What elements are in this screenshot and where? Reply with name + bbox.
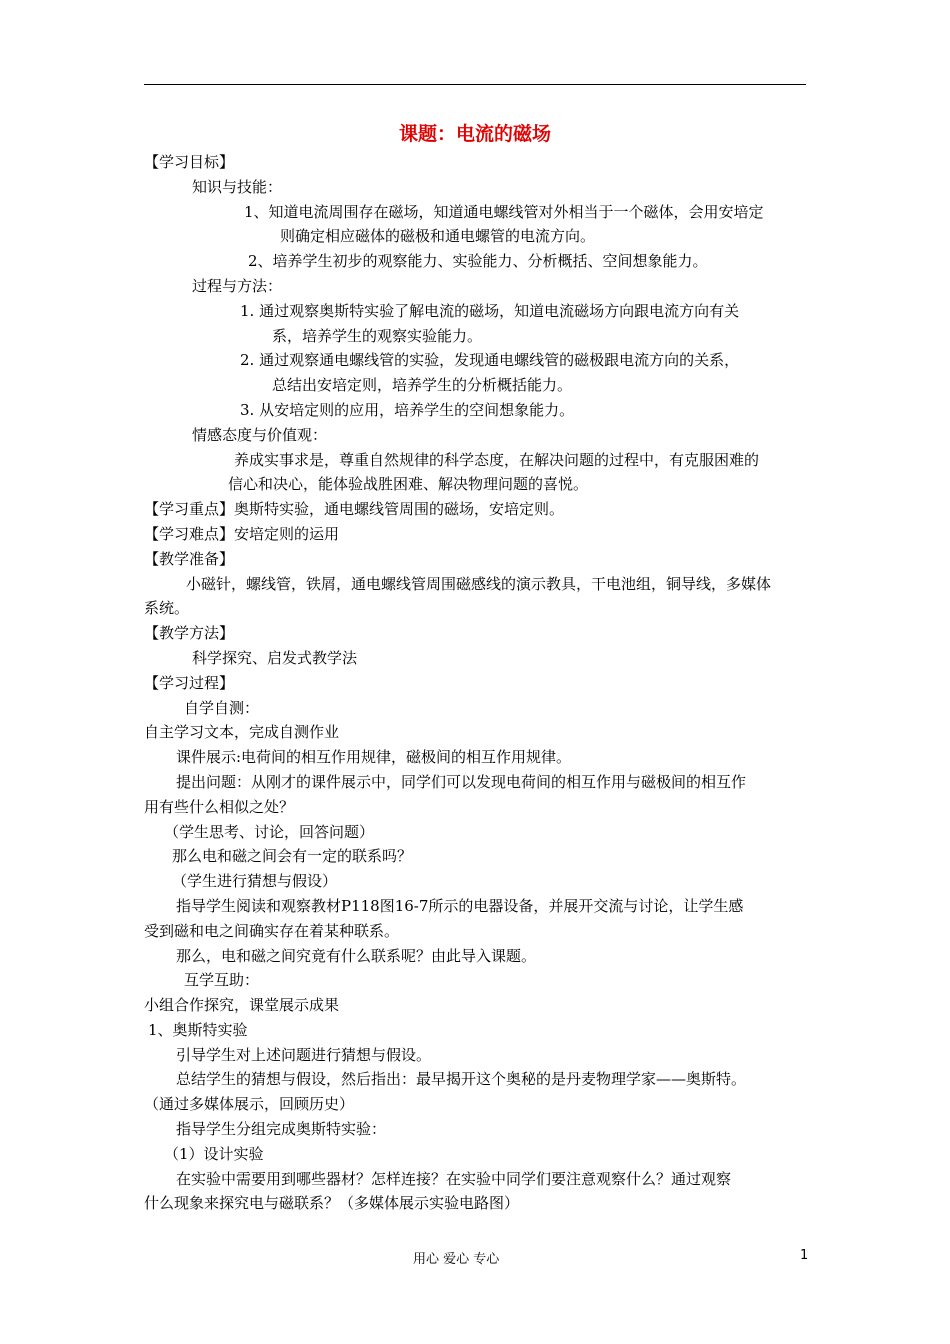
self-study-text: 自主学习文本，完成自测作业 [144, 723, 340, 742]
design-text-b: 什么现象来探究电与磁联系？（多媒体展示实验电路图） [144, 1194, 520, 1213]
group-text: 小组合作探究，课堂展示成果 [144, 996, 340, 1015]
question-text-a: 提出问题：从刚才的课件展示中，同学们可以发现电荷间的相互作用与磁极间的相互作 [176, 772, 747, 791]
knowledge-item-1b: 则确定相应磁体的磁极和通电螺管的电流方向。 [280, 227, 596, 246]
difficulty: 【学习难点】安培定则的运用 [144, 524, 340, 543]
self-test-heading: 自学自测： [184, 698, 260, 717]
design-text-a: 在实验中需要用到哪些器材？怎样连接？在实验中同学们要注意观察什么？通过观察 [176, 1169, 732, 1188]
guess-text: （学生进行猜想与假设） [172, 872, 338, 891]
process-item-1a: 1. 通过观察奥斯特实验了解电流的磁场，知道电流磁场方向跟电流方向有关 [240, 301, 740, 320]
relation-question: 那么电和磁之间会有一定的联系吗？ [172, 847, 413, 866]
guide-text-b: 受到磁和电之间确实存在着某种联系。 [144, 921, 400, 940]
oersted-heading: 1、奥斯特实验 [148, 1020, 248, 1039]
oersted-text-2b: （通过多媒体展示，回顾历史） [144, 1095, 355, 1114]
oersted-text-3: 指导学生分组完成奥斯特实验： [176, 1120, 387, 1139]
document-title: 课题：电流的磁场 [398, 123, 551, 145]
prep-text-a: 小磁针，螺线管，铁屑，通电螺线管周围磁感线的演示教具，干电池组，铜导线，多媒体 [186, 574, 772, 593]
prep-heading: 【教学准备】 [144, 549, 235, 568]
think-text: （学生思考、讨论，回答问题） [164, 822, 375, 841]
courseware-text: 课件展示:电荷间的相互作用规律，磁极间的相互作用规律。 [176, 748, 572, 767]
prep-text-b: 系统。 [144, 599, 190, 618]
objectives-heading: 【学习目标】 [144, 153, 235, 171]
knowledge-item-2: 2、培养学生初步的观察能力、实验能力、分析概括、空间想象能力。 [248, 252, 708, 271]
header-rule [144, 84, 806, 85]
method-heading: 【教学方法】 [144, 624, 235, 643]
oersted-text-2a: 总结学生的猜想与假设，然后指出：最早揭开这个奥秘的是丹麦物理学家——奥斯特。 [176, 1070, 747, 1089]
process-item-1b: 系，培养学生的观察实验能力。 [272, 326, 483, 345]
method-text: 科学探究、启发式教学法 [192, 648, 358, 667]
process-item-3: 3. 从安培定则的应用，培养学生的空间想象能力。 [240, 400, 575, 419]
knowledge-item-1a: 1、知道电流周围存在磁场，知道通电螺线管对外相当于一个磁体，会用安培定 [244, 202, 764, 221]
process-main-heading: 【学习过程】 [144, 673, 235, 692]
page-number: 1 [800, 1248, 809, 1263]
question-text-b: 用有些什么相似之处？ [144, 797, 295, 816]
oersted-text-1: 引导学生对上述问题进行猜想与假设。 [176, 1045, 432, 1064]
process-item-2b: 总结出安培定则，培养学生的分析概括能力。 [272, 376, 573, 395]
emotion-text-b: 信心和决心，能体验战胜困难、解决物理问题的喜悦。 [228, 475, 589, 494]
guide-text-a: 指导学生阅读和观察教材P118图16-7所示的电器设备，并展开交流与讨论，让学生感 [176, 896, 744, 915]
knowledge-heading: 知识与技能： [192, 177, 283, 196]
process-heading: 过程与方法： [192, 276, 283, 295]
process-item-2a: 2. 通过观察通电螺线管的实验，发现通电螺线管的磁极跟电流方向的关系， [240, 351, 740, 370]
lead-in-text: 那么，电和磁之间究竟有什么联系呢？由此导入课题。 [176, 946, 537, 965]
emotion-text-a: 养成实事求是，尊重自然规律的科学态度，在解决问题的过程中，有克服困难的 [234, 450, 760, 469]
design-heading: （1）设计实验 [164, 1144, 264, 1163]
emotion-heading: 情感态度与价值观： [192, 425, 328, 444]
mutual-heading: 互学互助： [184, 971, 260, 990]
document-page [144, 118, 806, 1216]
footer-motto: 用心 爱心 专心 [413, 1252, 500, 1267]
key-points: 【学习重点】奥斯特实验，通电螺线管周围的磁场，安培定则。 [144, 500, 565, 519]
